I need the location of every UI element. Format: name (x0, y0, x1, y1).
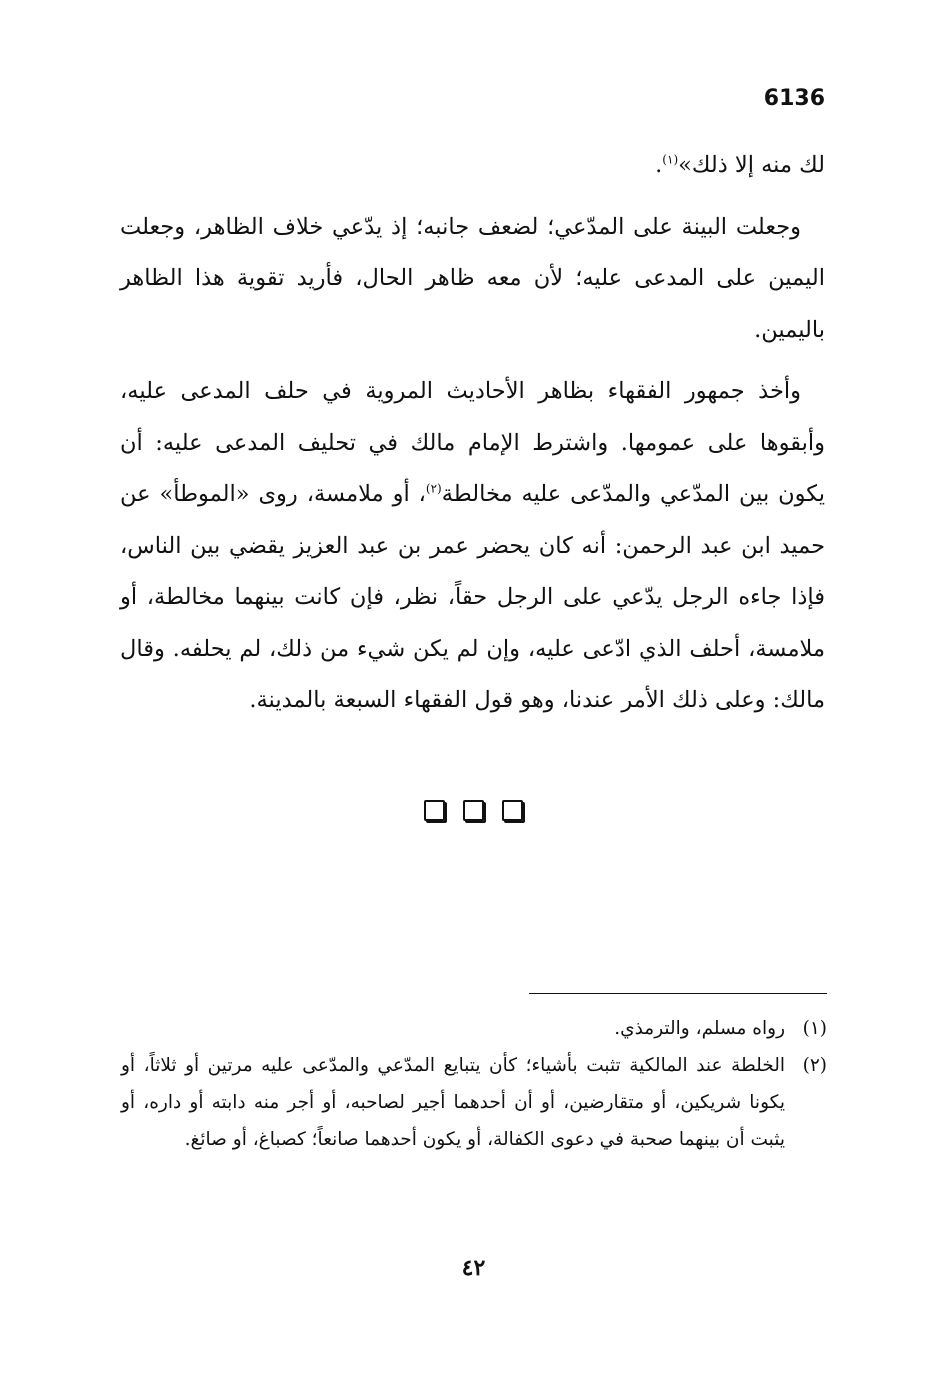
footnote-ref-2: (٢) (425, 481, 442, 496)
footnote-number: (٢) (802, 1055, 827, 1076)
page-id: 6136 (763, 86, 825, 111)
paragraph-1 (120, 140, 825, 192)
footnote-text: الخلطة عند المالكية تثبت بأشياء؛ كأن يتبايع المدّعي والمدّعى عليه مرتين أو ثلاثاً، أو يكونا شريكين، أو متقارضين، أو أن أحدهما أجير لصاحبه، أو أجر منه دابته أو داره، أو يثبت أن بينهما صحبة في دعوى الكفالة، أو يكون أحدهما صانعاً؛ كصباغ، أو صائغ. (121, 1055, 785, 1150)
footnote-1 (117, 1010, 827, 1047)
paragraph-1-end: . (655, 152, 663, 178)
footnote-number: (١) (802, 1018, 827, 1039)
paragraph-3-part-1: وأخذ جمهور الفقهاء بظاهر الأحاديث المروية في حلف المدعى عليه، وأبقوها على عمومها. واشترط الإمام مالك في تحليف المدعى عليه: أن يكون بين المدّعي والمدّعى عليه مخالطة (120, 378, 825, 507)
paragraph-3-part-2: ، أو ملامسة، روى «الموطأ» عن حميد ابن عبد الرحمن: أنه كان يحضر عمر بن عبد العزيز يقضي بين الناس، فإذا جاءه الرجل يدّعي على الرجل حقاً، نظر، فإن كانت بينهما مخالطة، أو ملامسة، أحلف الذي ادّعى عليه، وإن لم يكن شيء من ذلك، لم يحلفه. وقال مالك: وعلى ذلك الأمر عندنا، وهو قول الفقهاء السبعة بالمدينة. (120, 481, 825, 713)
paragraph-3 (120, 366, 825, 727)
footnote-ref-1: (١) (662, 152, 679, 167)
paragraph-1-text: لك منه إلا ذلك» (678, 152, 825, 178)
section-separator (0, 800, 947, 821)
square-ornament-icon (463, 800, 484, 821)
paragraph-2: وجعلت البينة على المدّعي؛ لضعف جانبه؛ إذ يدّعي خلاف الظاهر، وجعلت اليمين على المدعى عليه؛ لأن معه ظاهر الحال، فأريد تقوية هذا الظاهر باليمين. (120, 213, 825, 343)
footnotes (117, 1010, 827, 1158)
footnote-divider (529, 993, 827, 994)
footnote-2 (117, 1047, 827, 1158)
square-ornament-icon (502, 800, 523, 821)
square-ornament-icon (424, 800, 445, 821)
body-text (120, 140, 825, 737)
page-number: ٤٢ (461, 1255, 486, 1281)
footnote-text: رواه مسلم، والترمذي. (614, 1018, 785, 1039)
